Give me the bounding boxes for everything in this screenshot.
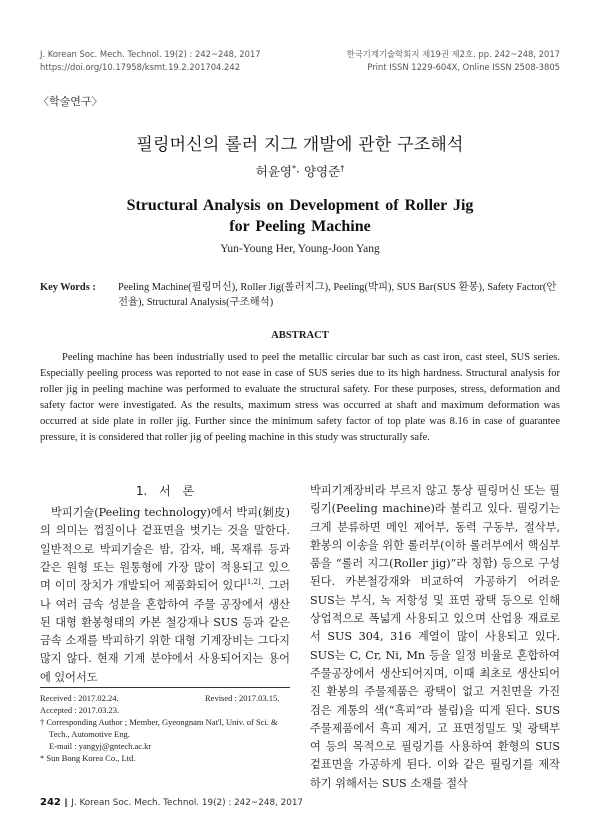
author-1-name: 허윤영 [255, 164, 293, 179]
author-2-name: 양영준 [303, 164, 341, 179]
keywords-label: Key Words : [40, 282, 96, 293]
abstract-heading: ABSTRACT [271, 330, 329, 341]
body-column-right [310, 482, 560, 793]
body-column-left [40, 482, 290, 764]
footnotes [40, 687, 290, 764]
authors-english: Yun-Young Her, Young-Joon Yang [220, 243, 380, 255]
journal-citation-en: J. Korean Soc. Mech. Technol. 19(2) : 242~248, 2017 [40, 49, 261, 59]
title-english-line-1: Structural Analysis on Development of Roller Jig [126, 197, 474, 214]
running-header-right [347, 48, 560, 73]
reference-citation: [1,2] [244, 578, 261, 587]
keywords-list: Peeling Machine(필링머신), Roller Jig(롤러지그), Peeling(박피), SUS Bar(SUS 환봉), Safety Factor(안전율), Structural Analysis(구조해석) [118, 282, 557, 308]
title-korean: 필링머신의 롤러 지그 개발에 관한 구조해석 [136, 135, 464, 155]
abstract-text: Peeling machine has been industrially used to peel the metallic circular bar such as cast iron, cast steel, SUS series. Especially peeling process was reported to not ease in case of SUS series due to its high hardness. Structural analysis for roller jig in peeling machine was performed to evaluate the structural safety. For these purposes, stress, deformation and safety factor were investigated. As the results, maximum stress was occurred at shaft and maximum deformation was occurred at side plate in roller jig. Further since the minimum safety factor of top plate was 8.16 in case of guarantee pressure, it is considered that roller jig of peeling machine in this study was structurally safe. [40, 352, 560, 443]
doi-link[interactable]: https://doi.org/10.17958/ksmt.19.2.201704.242 [40, 61, 241, 72]
corresponding-email [40, 740, 290, 752]
received-date: Received : 2017.02.24. [40, 693, 119, 703]
journal-citation-ko: 한국기계기술학회지 제19권 제2호. pp. 242~248, 2017 [346, 49, 560, 59]
title-english [0, 195, 600, 237]
paragraph-text: . 그러나 여러 금속 성분을 혼합하여 주물 공장에서 생산된 대형 환봉형태의 카본 철강재나 SUS 등과 같은 금속 소재를 박피하기 위한 대형 기계장비는 그다지 많지 않다. 현재 기계 분야에서 사용되어지는 용어에 있어서도 [40, 579, 290, 684]
footer-separator: ∥ [63, 798, 69, 808]
page-number: 242 [40, 797, 61, 808]
email-label: E-mail : [49, 741, 79, 751]
introduction-paragraph-continued: 박피기계장비라 부르지 않고 통상 필링머신 또는 필링기(Peeling machine)라 불리고 있다. 필링기는 크게 분류하면 메인 제어부, 동력 구동부, 절삭부, 환봉의 이송을 위한 롤러부(이하 롤러부에서 핵심부품을 “롤러 지그(Roller jig)”라 칭함) 등으로 구성된다. 카본철강재와 비교하여 가공하기 어려운 SUS는 부식, 녹 저항성 및 표면 광택 등으로 인해 상업적으로 폭넓게 사용되고 있으며 산업용 재료로서 SUS 304, 316 계열이 많이 사용되고 있다. SUS는 C, Cr, Ni, Mn 등을 일정 비율로 혼합하여 주물공장에서 생산되어지며, 이때 최초로 생산되어진 환봉의 주물제품은 광택이 없고 거친면을 가진 검은 계통의 색(“흑피”라 불림)을 띠게 된다. SUS 주물제품에서 흑피 제거, 고 표면정밀도 및 광택부여 등의 목적으로 필링기를 사용하여 환형의 SUS 겉표면을 가공하게 된다. 이와 같은 필링기를 제작하기 위해서는 SUS 소재를 절삭 [310, 484, 560, 790]
author-affiliation: * Sun Bong Korea Co., Ltd. [40, 753, 136, 763]
section-heading-introduction: 1. 서 론 [135, 484, 195, 498]
accepted-date: Accepted : 2017.03.23. [40, 705, 120, 715]
paragraph-text: 박피기술(Peeling technology)에서 박피(剝皮)의 의미는 껍질이나 겉표면을 벗기는 것을 말한다. 일반적으로 박피기술은 밤, 감자, 배, 목재류 등과 같은 원형 또는 원통형에 가장 많이 적용되고 있으며 이미 장치가 개발되어 제품화되어 있다 [40, 506, 290, 593]
keywords-block [40, 280, 560, 310]
author-2-mark: † [340, 164, 345, 173]
corresponding-author: † Corresponding Author ; Member, Gyeongnam Nat'l, Univ. of Sci. & Tech., Automotive Eng. [40, 717, 278, 739]
authors-korean [0, 162, 600, 180]
issn-line: Print ISSN 1229-604X, Online ISSN 2508-3805 [367, 61, 560, 72]
running-header-left [40, 48, 261, 73]
footer-citation: J. Korean Soc. Mech. Technol. 19(2) : 242~248, 2017 [71, 798, 304, 808]
footnote-dates [40, 692, 290, 704]
introduction-paragraph [40, 504, 290, 687]
article-category: 〈학술연구〉 [38, 95, 103, 108]
email-address-link[interactable]: yangyj@gntech.ac.kr [78, 741, 152, 751]
page-footer [40, 797, 303, 808]
revised-date: Revised : 2017.03.15. [205, 693, 280, 703]
title-english-line-2: for Peeling Machine [229, 218, 371, 235]
author-1-mark: * [292, 164, 297, 173]
author-separator: · [296, 164, 304, 179]
